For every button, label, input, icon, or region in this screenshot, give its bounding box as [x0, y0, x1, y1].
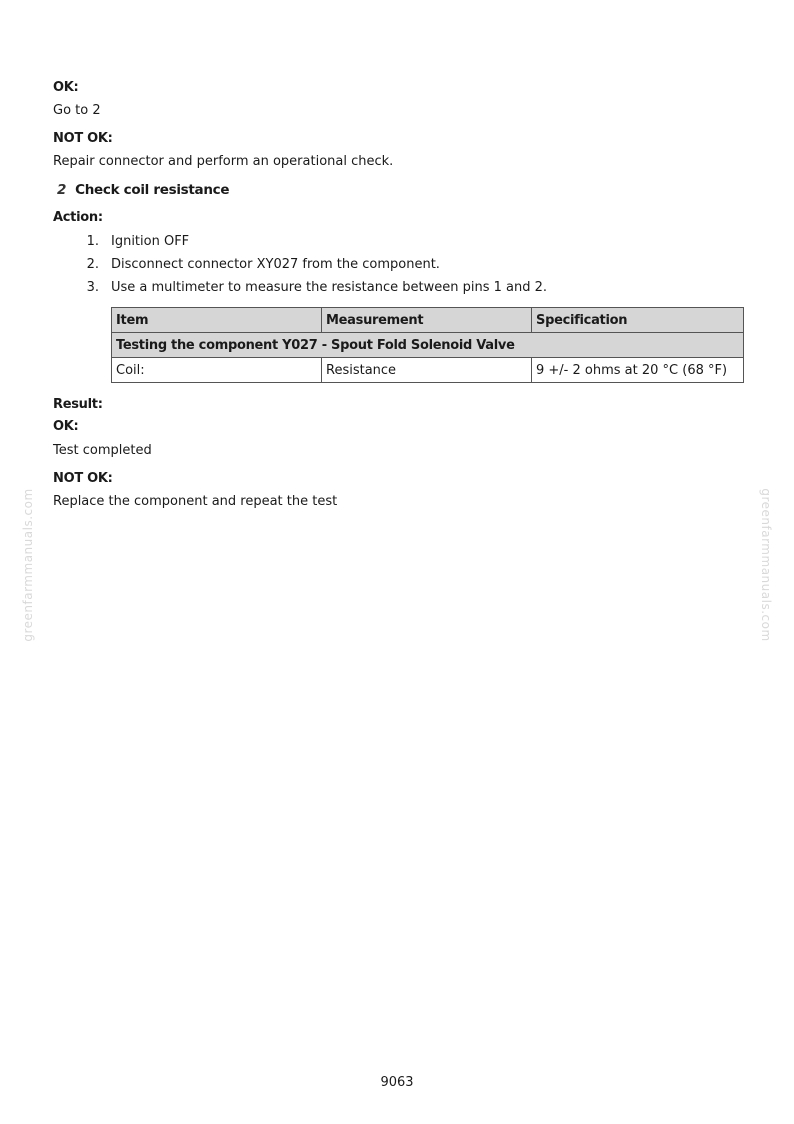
ok-text: Go to 2 — [53, 103, 101, 118]
table-cell-measurement: Resistance — [322, 358, 532, 383]
column-header-specification: Specification — [532, 308, 744, 333]
not-ok-text: Repair connector and perform an operational check. — [53, 154, 394, 169]
step-heading — [57, 182, 229, 198]
table-cell-item: Coil: — [112, 358, 322, 383]
ok-label: OK: — [53, 80, 79, 95]
list-item — [53, 280, 743, 298]
list-item-text: Use a multimeter to measure the resistance between pins 1 and 2. — [111, 280, 548, 295]
not-ok-text: Replace the component and repeat the test — [53, 494, 338, 509]
table-cell-specification: 9 +/- 2 ohms at 20 °C (68 °F) — [532, 358, 744, 383]
specification-table — [111, 307, 744, 383]
watermark-right: greenfarmmanuals.com — [759, 488, 773, 642]
step-title: Check coil resistance — [75, 182, 230, 198]
column-header-measurement: Measurement — [322, 308, 532, 333]
list-item — [53, 257, 743, 275]
page-number: 9063 — [380, 1075, 414, 1090]
not-ok-label: NOT OK: — [53, 471, 113, 486]
list-item-text: Ignition OFF — [111, 234, 190, 249]
list-item-number: 1. — [86, 234, 99, 249]
list-item-number: 3. — [86, 280, 99, 295]
list-item-text: Disconnect connector XY027 from the component. — [111, 257, 440, 272]
table-header-row — [112, 308, 744, 333]
table-group-row — [112, 333, 744, 358]
step-number: 2 — [57, 182, 67, 198]
action-label: Action: — [53, 210, 103, 225]
watermark-left: greenfarmmanuals.com — [21, 488, 35, 642]
result-label: Result: — [53, 397, 103, 412]
column-header-item: Item — [112, 308, 322, 333]
ok-label: OK: — [53, 419, 79, 434]
not-ok-label: NOT OK: — [53, 131, 113, 146]
list-item-number: 2. — [86, 257, 99, 272]
table-group-title: Testing the component Y027 - Spout Fold Solenoid Valve — [112, 333, 744, 358]
table-row — [112, 358, 744, 383]
list-item — [53, 234, 743, 252]
ok-text: Test completed — [53, 443, 152, 458]
